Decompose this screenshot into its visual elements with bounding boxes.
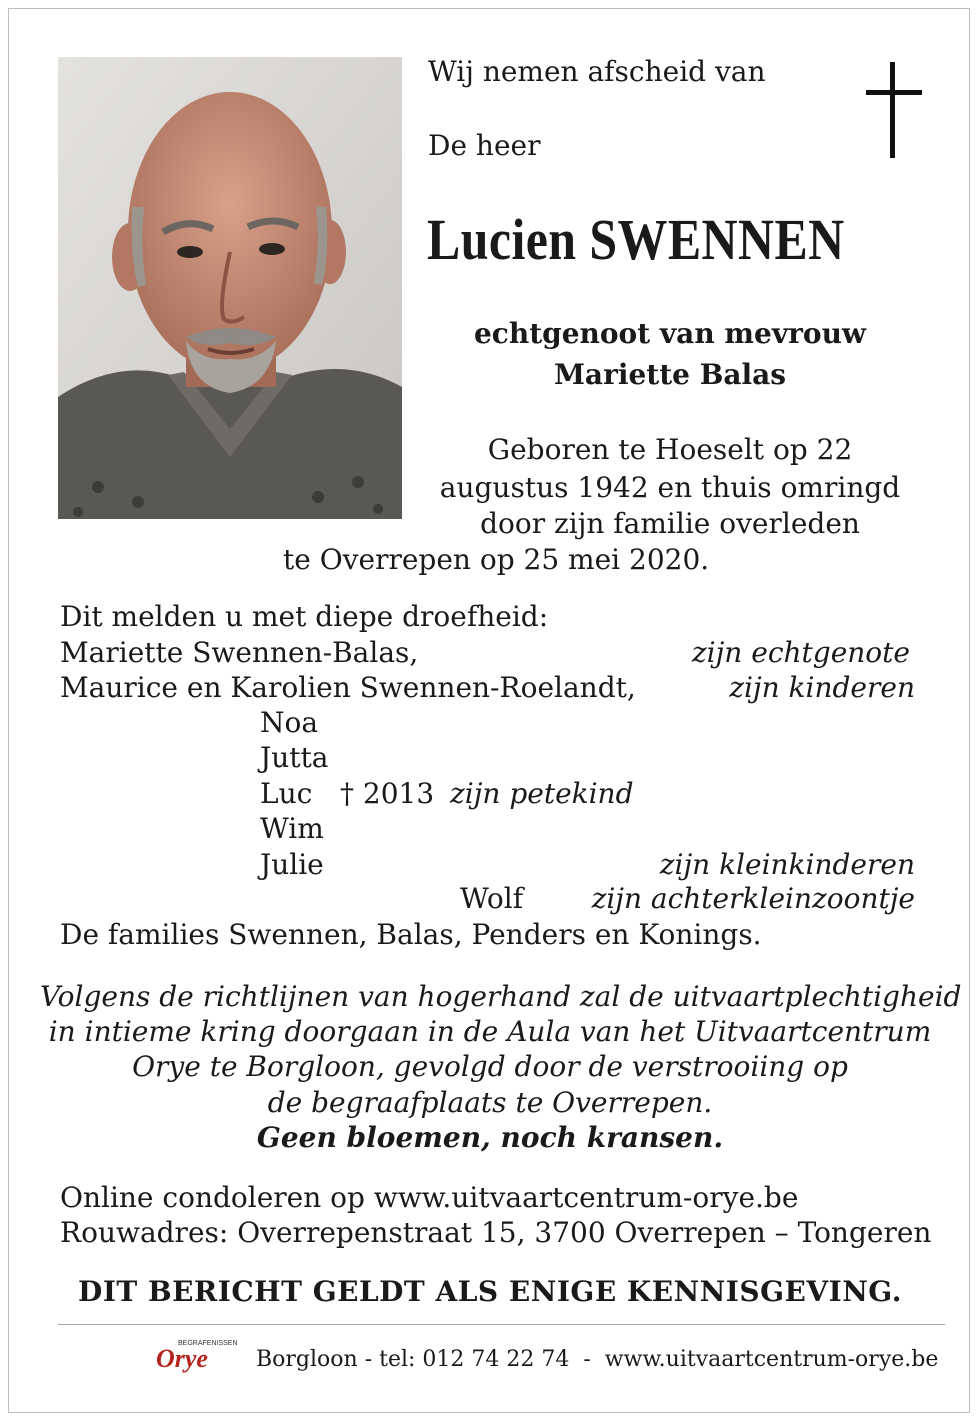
cross-icon <box>866 62 922 158</box>
footer-divider <box>58 1324 945 1325</box>
birth-line-4: te Overrepen op 25 mei 2020. <box>283 543 710 576</box>
spouse-line-2: Mariette Balas <box>553 358 787 391</box>
portrait-photo <box>58 57 402 519</box>
logo-small-text: BEGRAFENISSEN <box>178 1340 238 1347</box>
great-grandchild-relation: zijn achterkleinzoontje <box>591 882 915 915</box>
birth-line-2: augustus 1942 en thuis omringd <box>439 471 901 504</box>
no-flowers: Geen bloemen, noch kransen. <box>256 1121 724 1154</box>
grandchild-name: Luc <box>260 777 313 810</box>
grandchild-name: Wim <box>260 812 324 845</box>
ceremony-line: in intieme kring doorgaan in de Aula van het Uitvaartcentrum <box>48 1015 932 1048</box>
luc-relation: zijn petekind <box>450 777 634 810</box>
mourner-name: Maurice en Karolien Swennen-Roelandt, <box>60 671 636 704</box>
mourner-name: Mariette Swennen-Balas, <box>60 636 419 669</box>
grandchild-name: Julie <box>260 848 324 881</box>
orye-logo <box>156 1340 236 1380</box>
salutation: De heer <box>428 129 541 162</box>
ceremony-line: Volgens de richtlijnen van hogerhand zal de uitvaartplechtigheid <box>40 980 962 1013</box>
mourning-address: Rouwadres: Overrepenstraat 15, 3700 Overrepen – Tongeren <box>60 1216 932 1249</box>
intro-text: Wij nemen afscheid van <box>428 55 766 88</box>
footer-info: Borgloon - tel: 012 74 22 74 - www.uitvaartcentrum-orye.be <box>256 1347 939 1372</box>
ceremony-line: Orye te Borgloon, gevolgd door de verstrooiing op <box>132 1050 848 1083</box>
ceremony-line: de begraafplaats te Overrepen. <box>267 1086 713 1119</box>
great-grandchild-name: Wolf <box>460 882 524 915</box>
birth-line-1: Geboren te Hoeselt op 22 <box>487 433 853 466</box>
families-line: De families Swennen, Balas, Penders en Konings. <box>60 918 762 951</box>
spouse-line-1: echtgenoot van mevrouw <box>473 317 867 350</box>
luc-death-year: † 2013 <box>340 777 435 810</box>
logo-text: Orye <box>156 1344 208 1373</box>
grandchildren-relation: zijn kleinkinderen <box>659 848 915 881</box>
mourner-relation: zijn kinderen <box>729 671 915 704</box>
grandchild-name: Jutta <box>260 741 329 774</box>
birth-line-3: door zijn familie overleden <box>480 507 860 540</box>
mourners-intro: Dit melden u met diepe droefheid: <box>60 600 549 633</box>
online-condolences: Online condoleren op www.uitvaartcentrum-orye.be <box>60 1181 799 1214</box>
mourner-relation: zijn echtgenote <box>691 636 910 669</box>
grandchild-name: Noa <box>260 706 319 739</box>
deceased-name: Lucien SWENNEN <box>427 207 845 272</box>
notice: DIT BERICHT GELDT ALS ENIGE KENNISGEVING. <box>78 1275 902 1308</box>
